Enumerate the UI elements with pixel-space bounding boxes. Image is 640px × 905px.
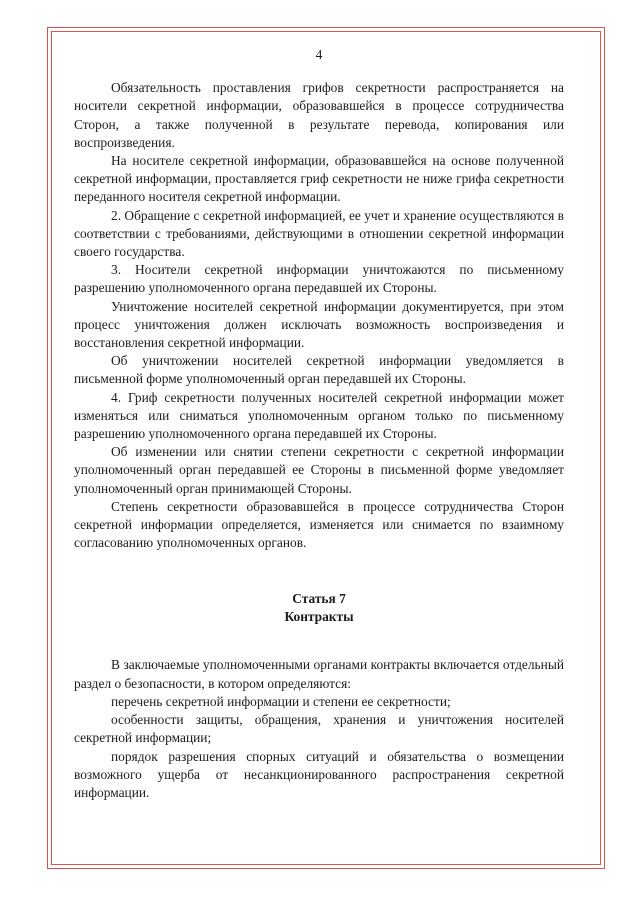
paragraph: 2. Обращение с секретной информацией, ее учет и хранение осуществляются в соответствии с требованиями, действующими в отношении секретной информации своего государства. — [74, 207, 564, 260]
paragraph: 3. Носители секретной информации уничтожаются по письменному разрешению уполномоченного органа передавшей их Стороны. — [74, 262, 564, 296]
page-number: 4 — [315, 47, 323, 62]
paragraph: 4. Гриф секретности полученных носителей секретной информации может изменяться или сниматься уполномоченным органом только по письменному разрешению уполномоченного органа передавшей их Стороны. — [74, 389, 564, 442]
paragraph: На носителе секретной информации, образовавшейся на основе полученной секретной информации, проставляется гриф секретности не ниже грифа секретности переданного носителя секретной информации. — [74, 153, 564, 205]
paragraph: В заключаемые уполномоченными органами контракты включается отдельный раздел о безопасности, в котором определяются: — [74, 657, 564, 691]
article-heading — [74, 590, 564, 626]
paragraph: Степень секретности образовавшейся в процессе сотрудничества Сторон секретной информации определяется, изменяется или снимается по взаимному согласованию уполномоченных органов. — [74, 498, 564, 551]
paragraph: Об уничтожении носителей секретной информации уведомляется в письменной форме уполномоченный орган передавшей их Стороны. — [74, 353, 564, 387]
list-item: перечень секретной информации и степени ее секретности; — [111, 693, 451, 709]
article-title: Контракты — [284, 609, 354, 625]
list-item: порядок разрешения спорных ситуаций и обязательства о возмещении возможного ущерба от несанкционированного распространения секретной информации. — [74, 748, 564, 800]
article-number: Статья 7 — [292, 591, 346, 607]
paragraph: Об изменении или снятии степени секретности с секретной информации уполномоченный орган передавшей ее Стороны в письменной форме уведомляет уполномоченный орган принимающей Стороны. — [74, 444, 564, 496]
document-page — [74, 46, 564, 802]
paragraph: Уничтожение носителей секретной информации документируется, при этом процесс уничтожения должен исключать возможность воспроизведения и восстановления секретной информации. — [74, 298, 564, 351]
list-item: особенности защиты, обращения, хранения и уничтожения носителей секретной информации; — [74, 712, 564, 746]
paragraph: Обязательность проставления грифов секретности распространяется на носители секретной информации, образовавшейся в процессе сотрудничества Сторон, а также полученной в результате перевода, копирования или воспроизведения. — [74, 80, 564, 150]
